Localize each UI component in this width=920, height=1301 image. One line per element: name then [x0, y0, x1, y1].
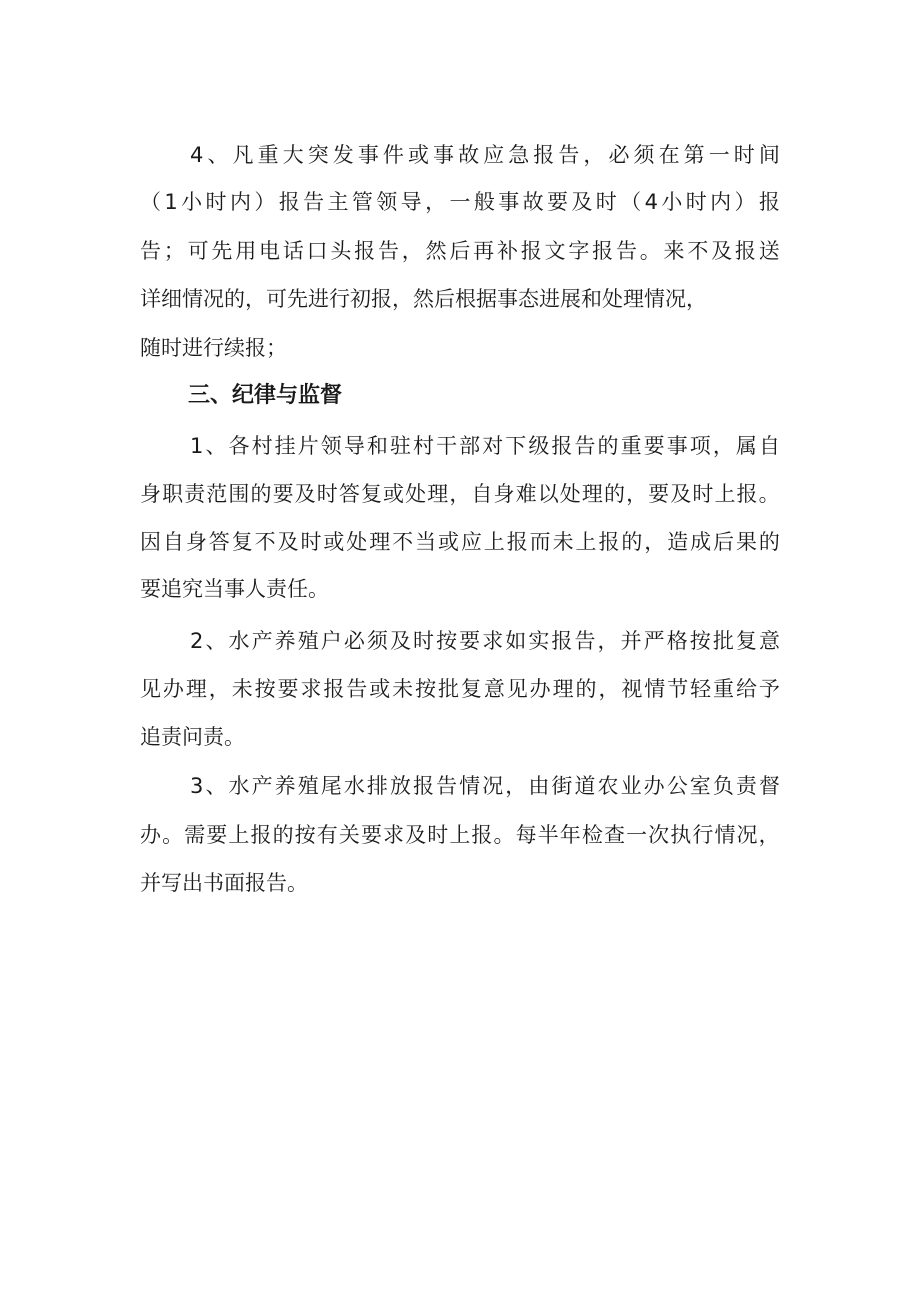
- paragraph-4-line-1: 4 、 凡 重 大 突 发 事 件 或 事 故 应 急 报 告 ， 必 须 在 第 一 时 间: [190, 143, 780, 167]
- paragraph-1-line-2: 身 职 责 范 围 的 要 及 时 答 复 或 处 理 ， 自 身 难 以 处 理 的 ， 要 及 时 上 报 。: [140, 482, 780, 506]
- paragraph-3-line-1: 3 、 水 产 养 殖 尾 水 排 放 报 告 情 况 ， 由 街 道 农 业 办 公 室 负 责 督: [190, 774, 780, 798]
- paragraph-2-line-3: 追责问责。: [140, 725, 245, 749]
- paragraph-2-line-1: 2 、 水 产 养 殖 户 必 须 及 时 按 要 求 如 实 报 告 ， 并 严 格 按 批 复 意: [190, 629, 780, 653]
- paragraph-1-line-3: 因 自 身 答 复 不 及 时 或 处 理 不 当 或 应 上 报 而 未 上 报 的 ， 造 成 后 果 的: [140, 530, 780, 554]
- paragraph-4-line-5: 随时进行续报；: [140, 336, 287, 360]
- paragraph-4-line-3: 告 ； 可 先 用 电 话 口 头 报 告 ， 然 后 再 补 报 文 字 报 告 。 来 不 及 报 送: [140, 239, 780, 263]
- paragraph-3-line-2: 办 。 需 要 上 报 的 按 有 关 要 求 及 时 上 报 。 每 半 年 检 查 一 次 执 行 情 况 ，: [140, 823, 780, 847]
- paragraph-4-line-4: 详细情况的，可先进行初报，然后根据事态进展和处理情况，: [140, 287, 707, 311]
- paragraph-2-line-2: 见 办 理 ， 未 按 要 求 报 告 或 未 按 批 复 意 见 办 理 的 ， 视 情 节 轻 重 给 予: [140, 677, 780, 701]
- section-heading: 三、纪律与监督: [188, 383, 343, 408]
- paragraph-1-line-1: 1 、 各 村 挂 片 领 导 和 驻 村 干 部 对 下 级 报 告 的 重 要 事 项 ， 属 自: [190, 434, 780, 458]
- paragraph-4-line-2: （ 1 小 时 内 ） 报 告 主 管 领 导 ， 一 般 事 故 要 及 时 （ 4 小 时 内 ） 报: [140, 190, 780, 214]
- paragraph-1-line-4: 要追究当事人责任。: [140, 577, 329, 601]
- paragraph-3-line-3: 并写出书面报告。: [140, 871, 308, 895]
